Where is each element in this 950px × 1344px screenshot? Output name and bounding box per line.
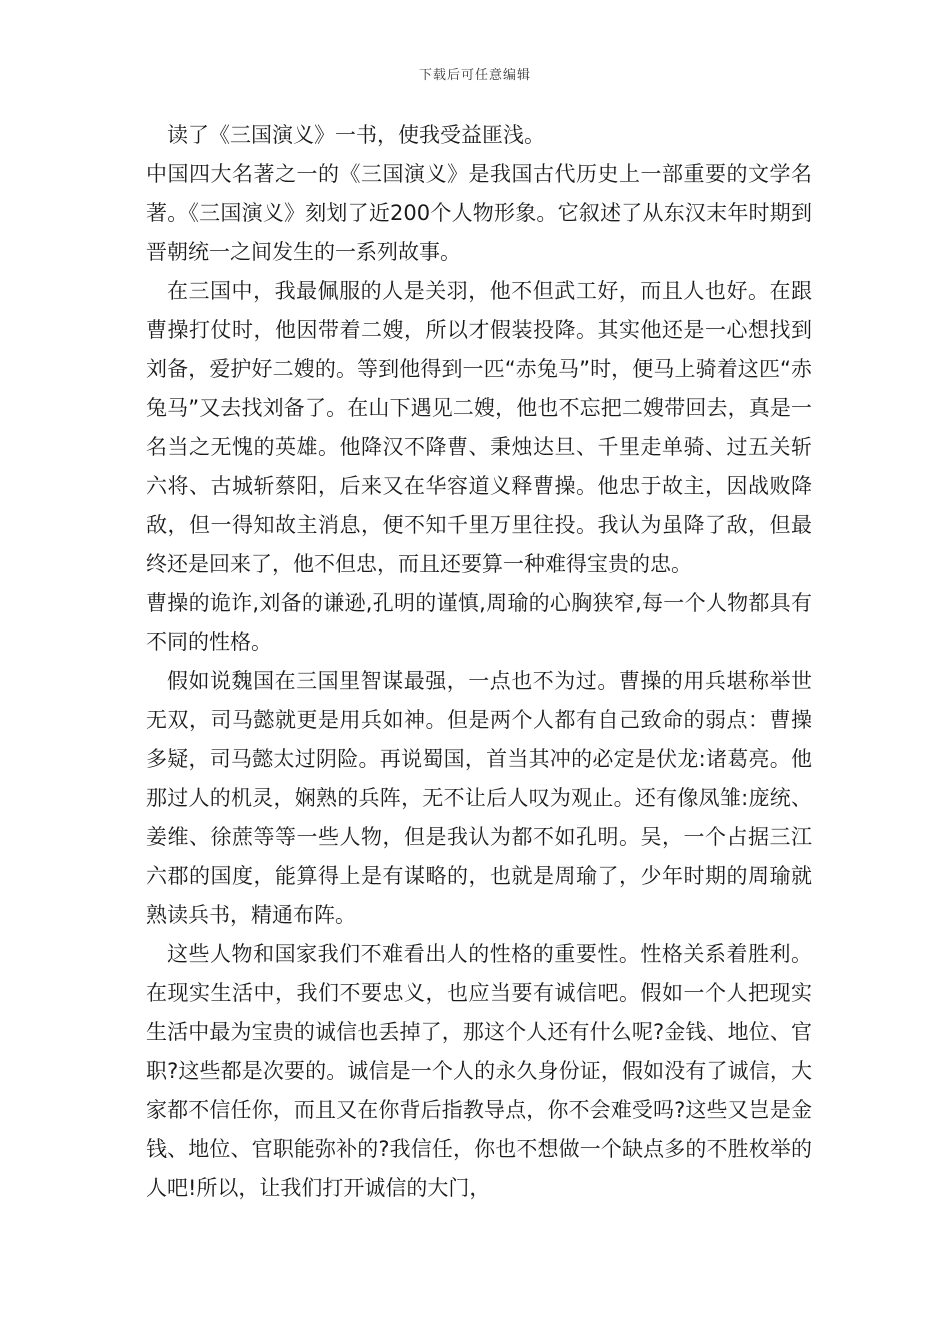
paragraph-guan-yu: 在三国中，我最佩服的人是关羽，他不但武工好，而且人也好。在跟曹操打仗时，他因带着二嫂，所以才假装投降。其实他还是一心想找到刘备，爱护好二嫂的。等到他得到一匹“赤兔马”时，便马上骑着这匹“赤兔马”又去找刘备了。在山下遇见二嫂，他也不忘把二嫂带回去，真是一名当之无愧的英雄。他降汉不降曹、秉烛达旦、千里走单骑、过五关斩六将、古城斩蔡阳，后来又在华容道义释曹操。他忠于故主，因战败降敌，但一得知故主消息，便不知千里万里往投。我认为虽降了敌，但最终还是回来了，他不但忠，而且还要算一种难得宝贵的忠。: [146, 279, 812, 576]
page-header: 下载后可任意编辑: [418, 68, 531, 83]
document-body: [146, 116, 812, 1208]
paragraph-intro: 读了《三国演义》一书，使我受益匪浅。: [167, 123, 545, 147]
paragraph-background: 中国四大名著之一的《三国演义》是我国古代历史上一部重要的文学名著。《三国演义》刻划了近200个人物形象。它叙述了从东汉末年时期到晋朝统一之间发生的一系列故事。: [146, 162, 812, 264]
paragraph-integrity: 这些人物和国家我们不难看出人的性格的重要性。性格关系着胜利。在现实生活中，我们不要忠义，也应当要有诚信吧。假如一个人把现实生活中最为宝贵的诚信也丢掉了，那这个人还有什么呢?金钱、地位、官职?这些都是次要的。诚信是一个人的永久身份证，假如没有了诚信，大家都不信任你，而且又在你背后指教导点，你不会难受吗?这些又岂是金钱、地位、官职能弥补的?我信任，你也不想做一个缺点多的不胜枚举的人吧!所以，让我们打开诚信的大门，: [146, 942, 812, 1200]
paragraph-characters: 曹操的诡诈,刘备的谦逊,孔明的谨慎,周瑜的心胸狭窄,每一个人物都具有不同的性格。: [146, 591, 812, 654]
paragraph-kingdoms: 假如说魏国在三国里智谋最强，一点也不为过。曹操的用兵堪称举世无双，司马懿就更是用兵如神。但是两个人都有自己致命的弱点：曹操多疑，司马懿太过阴险。再说蜀国，首当其冲的必定是伏龙:诸葛亮。他那过人的机灵，娴熟的兵阵，无不让后人叹为观止。还有像凤雏:庞统、姜维、徐蔗等等一些人物，但是我认为都不如孔明。吴，一个占据三江六郡的国度，能算得上是有谋略的，也就是周瑜了，少年时期的周瑜就熟读兵书，精通布阵。: [146, 669, 812, 927]
